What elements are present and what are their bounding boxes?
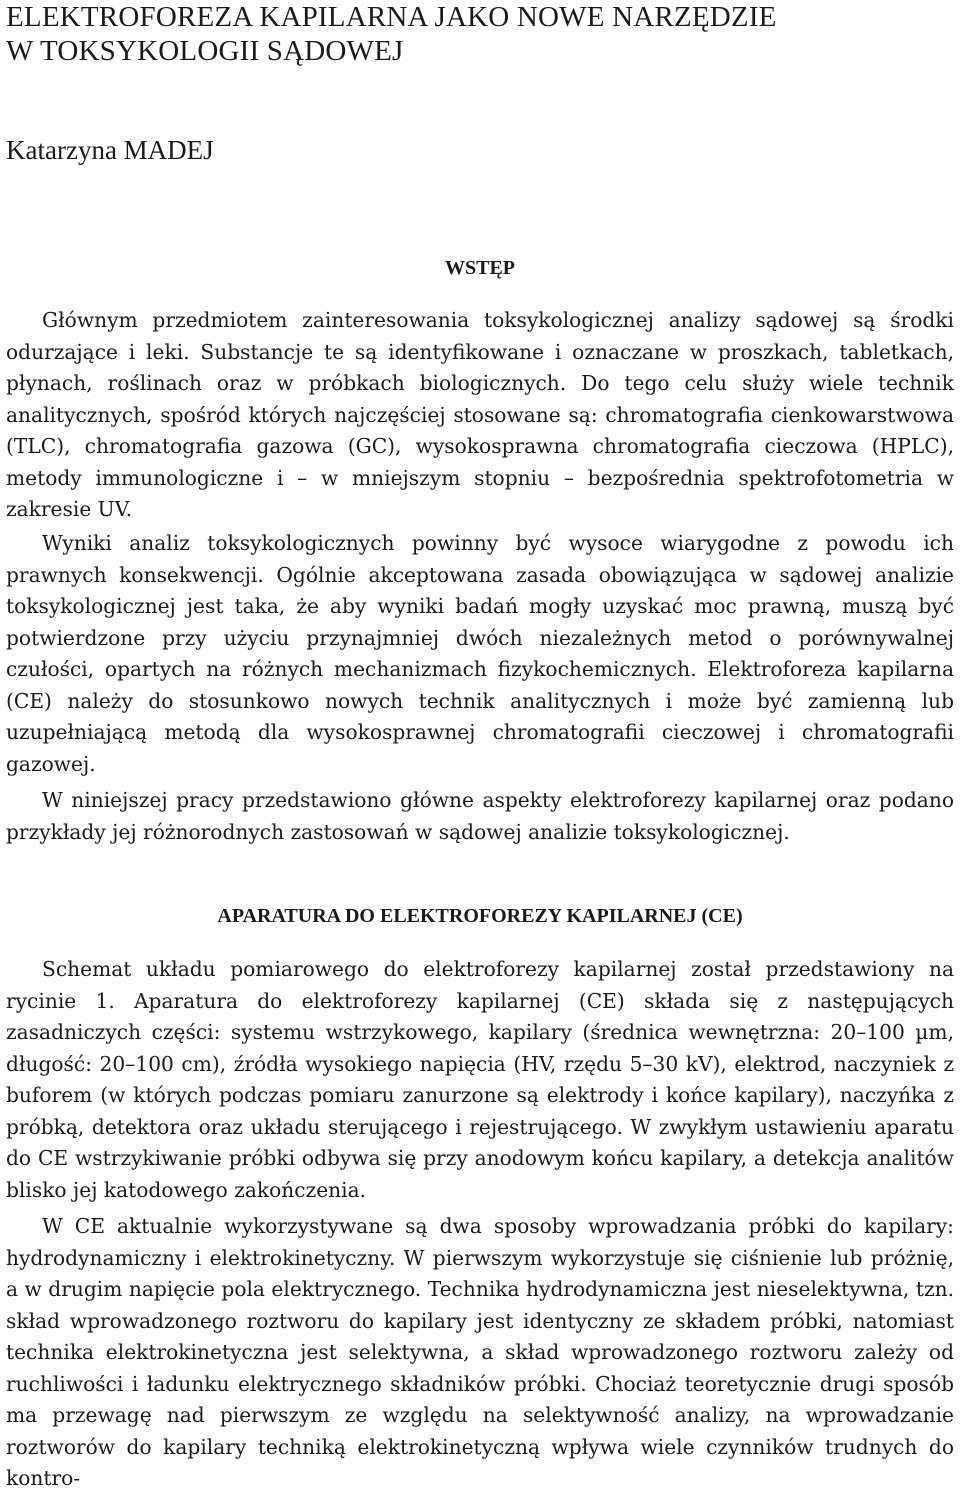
apparatus-paragraph-1 [6, 954, 954, 1206]
intro-paragraph-1 [6, 305, 954, 526]
intro-paragraph-2-text: Wyniki analiz toksykologicznych powinny być wysoce wiarygodne z powodu ich prawnych konsekwencji. Ogólnie akceptowana zasada obowiązująca w sądowej analizie toksykologicznej jest taka, że aby wyniki badań mogły uzyskać moc prawną, muszą być potwierdzone przy użyciu przynajmniej dwóch niezależnych metod o porównywalnej czułości, opartych na różnych mechanizmach fizykochemicznych. Elektroforeza kapilarna (CE) należy do stosunkowo nowych technik analitycznych i może być zamienną lub uzupełniającą metodą dla wysokosprawnej chromatografii cieczowej i chromatografii gazowej. [6, 531, 954, 776]
intro-paragraph-3-text: W niniejszej pracy przedstawiono główne aspekty elektroforezy kapilarnej oraz podano przykłady jej różnorodnych zastosowań w sądowej analizie toksykologicznej. [6, 788, 954, 844]
section-heading-intro: WSTĘP [444, 257, 516, 279]
apparatus-paragraph-2 [6, 1211, 954, 1495]
article-title [6, 0, 946, 68]
article-title-line-1: ELEKTROFOREZA KAPILARNA JAKO NOWE NARZĘDZIE [6, 1, 777, 33]
article-author: Katarzyna MADEJ [6, 135, 214, 165]
section-heading-apparatus: APARATURA DO ELEKTROFOREZY KAPILARNEJ (CE) [217, 905, 743, 927]
article-title-line-2: W TOKSYKOLOGII SĄDOWEJ [6, 35, 404, 67]
apparatus-paragraph-2-text: W CE aktualnie wykorzystywane są dwa sposoby wprowadzania próbki do kapilary: hydrodynamiczny i elektrokinetyczny. W pierwszym wykorzystuje się ciśnienie lub próżnię, a w drugim napięcie pola elektrycznego. Technika hydrodynamiczna jest nieselektywna, tzn. skład wprowadzonego roztworu do kapilary jest identyczny ze składem próbki, natomiast technika elektrokinetyczna jest selektywna, a skład wprowadzonego roztworu zależy od ruchliwości i ładunku elektrycznego składników próbki. Chociaż teoretycznie drugi sposób ma przewagę nad pierwszym ze względu na selektywność analizy, na wprowadzanie roztworów do kapilary techniką elektrokinetyczną wpływa wiele czynników trudnych do kontro- [6, 1214, 954, 1490]
intro-paragraph-3 [6, 785, 954, 848]
apparatus-paragraph-1-text: Schemat układu pomiarowego do elektroforezy kapilarnej został przedstawiony na rycinie 1. Aparatura do elektroforezy kapilarnej (CE) składa się z następujących zasadniczych części: systemu wstrzykowego, kapilary (średnica wewnętrzna: 20–100 µm, długość: 20–100 cm), źródła wysokiego napięcia (HV, rzędu 5–30 kV), elektrod, naczyniek z buforem (w których podczas pomiaru zanurzone są elektrody i końce kapilary), naczyńka z próbką, detektora oraz układu sterującego i rejestrującego. W zwykłym ustawieniu aparatu do CE wstrzykiwanie próbki odbywa się przy anodowym końcu kapilary, a detekcja analitów blisko jej katodowego zakończenia. [6, 957, 954, 1202]
intro-paragraph-2 [6, 528, 954, 780]
intro-paragraph-1-text: Głównym przedmiotem zainteresowania toksykologicznej analizy sądowej są środki odurzające i leki. Substancje te są identyfikowane i oznaczane w proszkach, tabletkach, płynach, roślinach oraz w próbkach biologicznych. Do tego celu służy wiele technik analitycznych, spośród których najczęściej stosowane są: chromatografia cienkowarstwowa (TLC), chromatografia gazowa (GC), wysokosprawna chromatografia cieczowa (HPLC), metody immunologiczne i – w mniejszym stopniu – bezpośrednia spektrofotometria w zakresie UV. [6, 308, 954, 521]
